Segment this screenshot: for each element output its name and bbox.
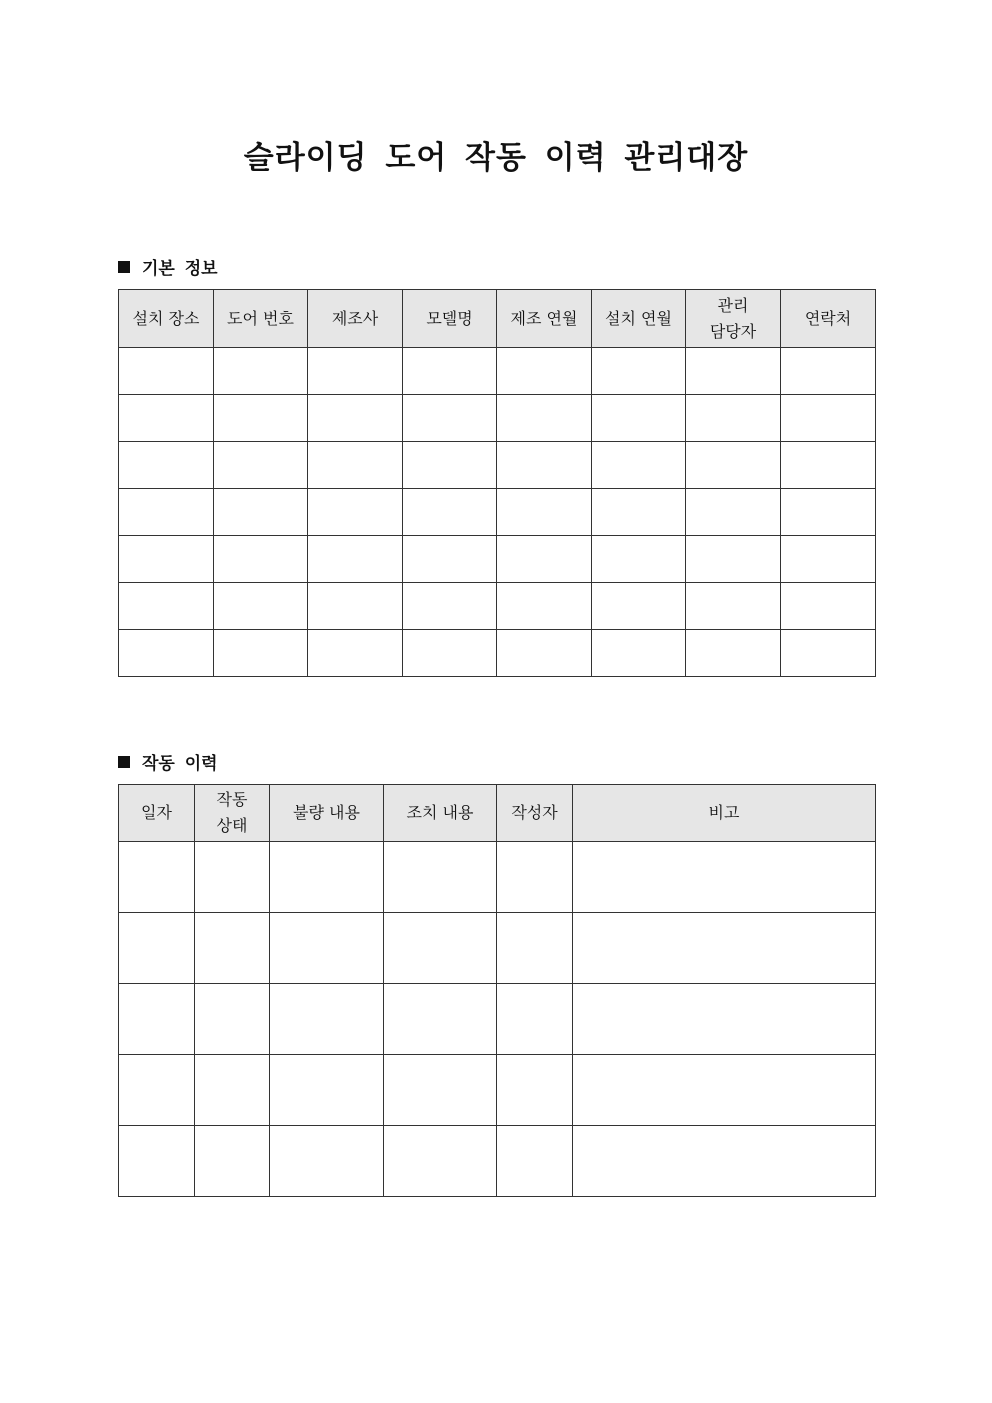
- table-cell[interactable]: [573, 1126, 876, 1197]
- table-cell[interactable]: [686, 395, 781, 442]
- table-cell[interactable]: [214, 630, 308, 677]
- table-row: [119, 913, 876, 984]
- header-install-date: 설치 연월: [592, 290, 686, 348]
- section-heading-label: 작동 이력: [142, 754, 218, 774]
- table-cell[interactable]: [119, 984, 195, 1055]
- table-cell[interactable]: [497, 489, 592, 536]
- table-row: [119, 348, 876, 395]
- table-cell[interactable]: [270, 842, 384, 913]
- table-cell[interactable]: [686, 489, 781, 536]
- section-heading-basic-info: [118, 254, 218, 279]
- table-row: [119, 442, 876, 489]
- operation-history-table: [118, 784, 876, 1197]
- table-cell[interactable]: [403, 630, 497, 677]
- table-row: [119, 395, 876, 442]
- table-cell[interactable]: [573, 984, 876, 1055]
- table-cell[interactable]: [214, 395, 308, 442]
- table-cell[interactable]: [403, 536, 497, 583]
- header-model-name: 모델명: [403, 290, 497, 348]
- table-cell[interactable]: [497, 913, 573, 984]
- table-cell[interactable]: [686, 442, 781, 489]
- table-row: [119, 984, 876, 1055]
- table-cell[interactable]: [195, 913, 270, 984]
- table-cell[interactable]: [403, 348, 497, 395]
- table-cell[interactable]: [592, 395, 686, 442]
- table-cell[interactable]: [781, 489, 876, 536]
- table-cell[interactable]: [308, 536, 403, 583]
- table-cell[interactable]: [573, 842, 876, 913]
- page-title: 슬라이딩 도어 작동 이력 관리대장: [243, 140, 749, 176]
- table-cell[interactable]: [781, 536, 876, 583]
- table-cell[interactable]: [686, 536, 781, 583]
- table-cell[interactable]: [403, 395, 497, 442]
- table-cell[interactable]: [214, 348, 308, 395]
- table-cell[interactable]: [119, 442, 214, 489]
- table-cell[interactable]: [592, 442, 686, 489]
- header-manufacturer: 제조사: [308, 290, 403, 348]
- section-heading-operation-history: [118, 749, 218, 774]
- table-row: [119, 842, 876, 913]
- table-cell[interactable]: [573, 913, 876, 984]
- header-date: 일자: [119, 785, 195, 842]
- table-row: [119, 583, 876, 630]
- table-cell[interactable]: [270, 913, 384, 984]
- table-cell[interactable]: [308, 348, 403, 395]
- table-cell[interactable]: [119, 395, 214, 442]
- operation-history-body: [119, 842, 876, 1197]
- table-cell[interactable]: [384, 913, 497, 984]
- table-cell[interactable]: [497, 1126, 573, 1197]
- table-cell[interactable]: [403, 583, 497, 630]
- table-cell[interactable]: [686, 348, 781, 395]
- header-operation-status: 작동 상태: [195, 785, 270, 842]
- header-manager: 관리 담당자: [686, 290, 781, 348]
- table-cell[interactable]: [781, 583, 876, 630]
- table-cell[interactable]: [781, 630, 876, 677]
- table-cell[interactable]: [270, 1055, 384, 1126]
- basic-info-table: [118, 289, 876, 677]
- table-cell[interactable]: [497, 442, 592, 489]
- table-cell[interactable]: [119, 842, 195, 913]
- table-cell[interactable]: [781, 348, 876, 395]
- table-cell[interactable]: [497, 395, 592, 442]
- table-cell[interactable]: [403, 489, 497, 536]
- header-door-number: 도어 번호: [214, 290, 308, 348]
- square-bullet-icon: [118, 756, 130, 768]
- table-cell[interactable]: [119, 1055, 195, 1126]
- table-cell[interactable]: [308, 630, 403, 677]
- table-row: [119, 1055, 876, 1126]
- header-author: 작성자: [497, 785, 573, 842]
- table-cell[interactable]: [497, 984, 573, 1055]
- table-cell[interactable]: [497, 842, 573, 913]
- table-cell[interactable]: [119, 536, 214, 583]
- table-cell[interactable]: [497, 630, 592, 677]
- table-cell[interactable]: [308, 395, 403, 442]
- table-cell[interactable]: [403, 442, 497, 489]
- header-remarks: 비고: [573, 785, 876, 842]
- table-cell[interactable]: [308, 583, 403, 630]
- table-cell[interactable]: [119, 913, 195, 984]
- table-cell[interactable]: [195, 984, 270, 1055]
- table-row: [119, 1126, 876, 1197]
- table-cell[interactable]: [119, 489, 214, 536]
- header-install-location: 설치 장소: [119, 290, 214, 348]
- table-cell[interactable]: [781, 395, 876, 442]
- table-cell[interactable]: [497, 536, 592, 583]
- table-cell[interactable]: [308, 489, 403, 536]
- table-cell[interactable]: [119, 583, 214, 630]
- table-cell[interactable]: [195, 1126, 270, 1197]
- table-cell[interactable]: [195, 1055, 270, 1126]
- table-cell[interactable]: [119, 1126, 195, 1197]
- table-cell[interactable]: [119, 630, 214, 677]
- header-action-taken: 조치 내용: [384, 785, 497, 842]
- table-row: [119, 489, 876, 536]
- table-cell[interactable]: [497, 1055, 573, 1126]
- square-bullet-icon: [118, 261, 130, 273]
- table-cell[interactable]: [270, 984, 384, 1055]
- basic-info-body: [119, 348, 876, 677]
- table-cell[interactable]: [686, 583, 781, 630]
- table-cell[interactable]: [592, 536, 686, 583]
- table-cell[interactable]: [384, 984, 497, 1055]
- table-cell[interactable]: [384, 842, 497, 913]
- table-cell[interactable]: [592, 348, 686, 395]
- table-cell[interactable]: [592, 583, 686, 630]
- table-cell[interactable]: [384, 1126, 497, 1197]
- table-cell[interactable]: [781, 442, 876, 489]
- table-cell[interactable]: [308, 442, 403, 489]
- table-header-row: [119, 290, 876, 348]
- table-cell[interactable]: [573, 1055, 876, 1126]
- table-cell[interactable]: [592, 630, 686, 677]
- header-defect-details: 불량 내용: [270, 785, 384, 842]
- table-row: [119, 536, 876, 583]
- table-header-row: [119, 785, 876, 842]
- table-cell[interactable]: [270, 1126, 384, 1197]
- table-cell[interactable]: [195, 842, 270, 913]
- table-row: [119, 630, 876, 677]
- table-cell[interactable]: [686, 630, 781, 677]
- table-cell[interactable]: [497, 348, 592, 395]
- table-cell[interactable]: [497, 583, 592, 630]
- header-manufacture-date: 제조 연월: [497, 290, 592, 348]
- table-cell[interactable]: [214, 536, 308, 583]
- table-cell[interactable]: [119, 348, 214, 395]
- table-cell[interactable]: [214, 583, 308, 630]
- section-heading-label: 기본 정보: [142, 259, 218, 279]
- header-contact: 연락처: [781, 290, 876, 348]
- table-cell[interactable]: [384, 1055, 497, 1126]
- table-cell[interactable]: [592, 489, 686, 536]
- table-cell[interactable]: [214, 442, 308, 489]
- table-cell[interactable]: [214, 489, 308, 536]
